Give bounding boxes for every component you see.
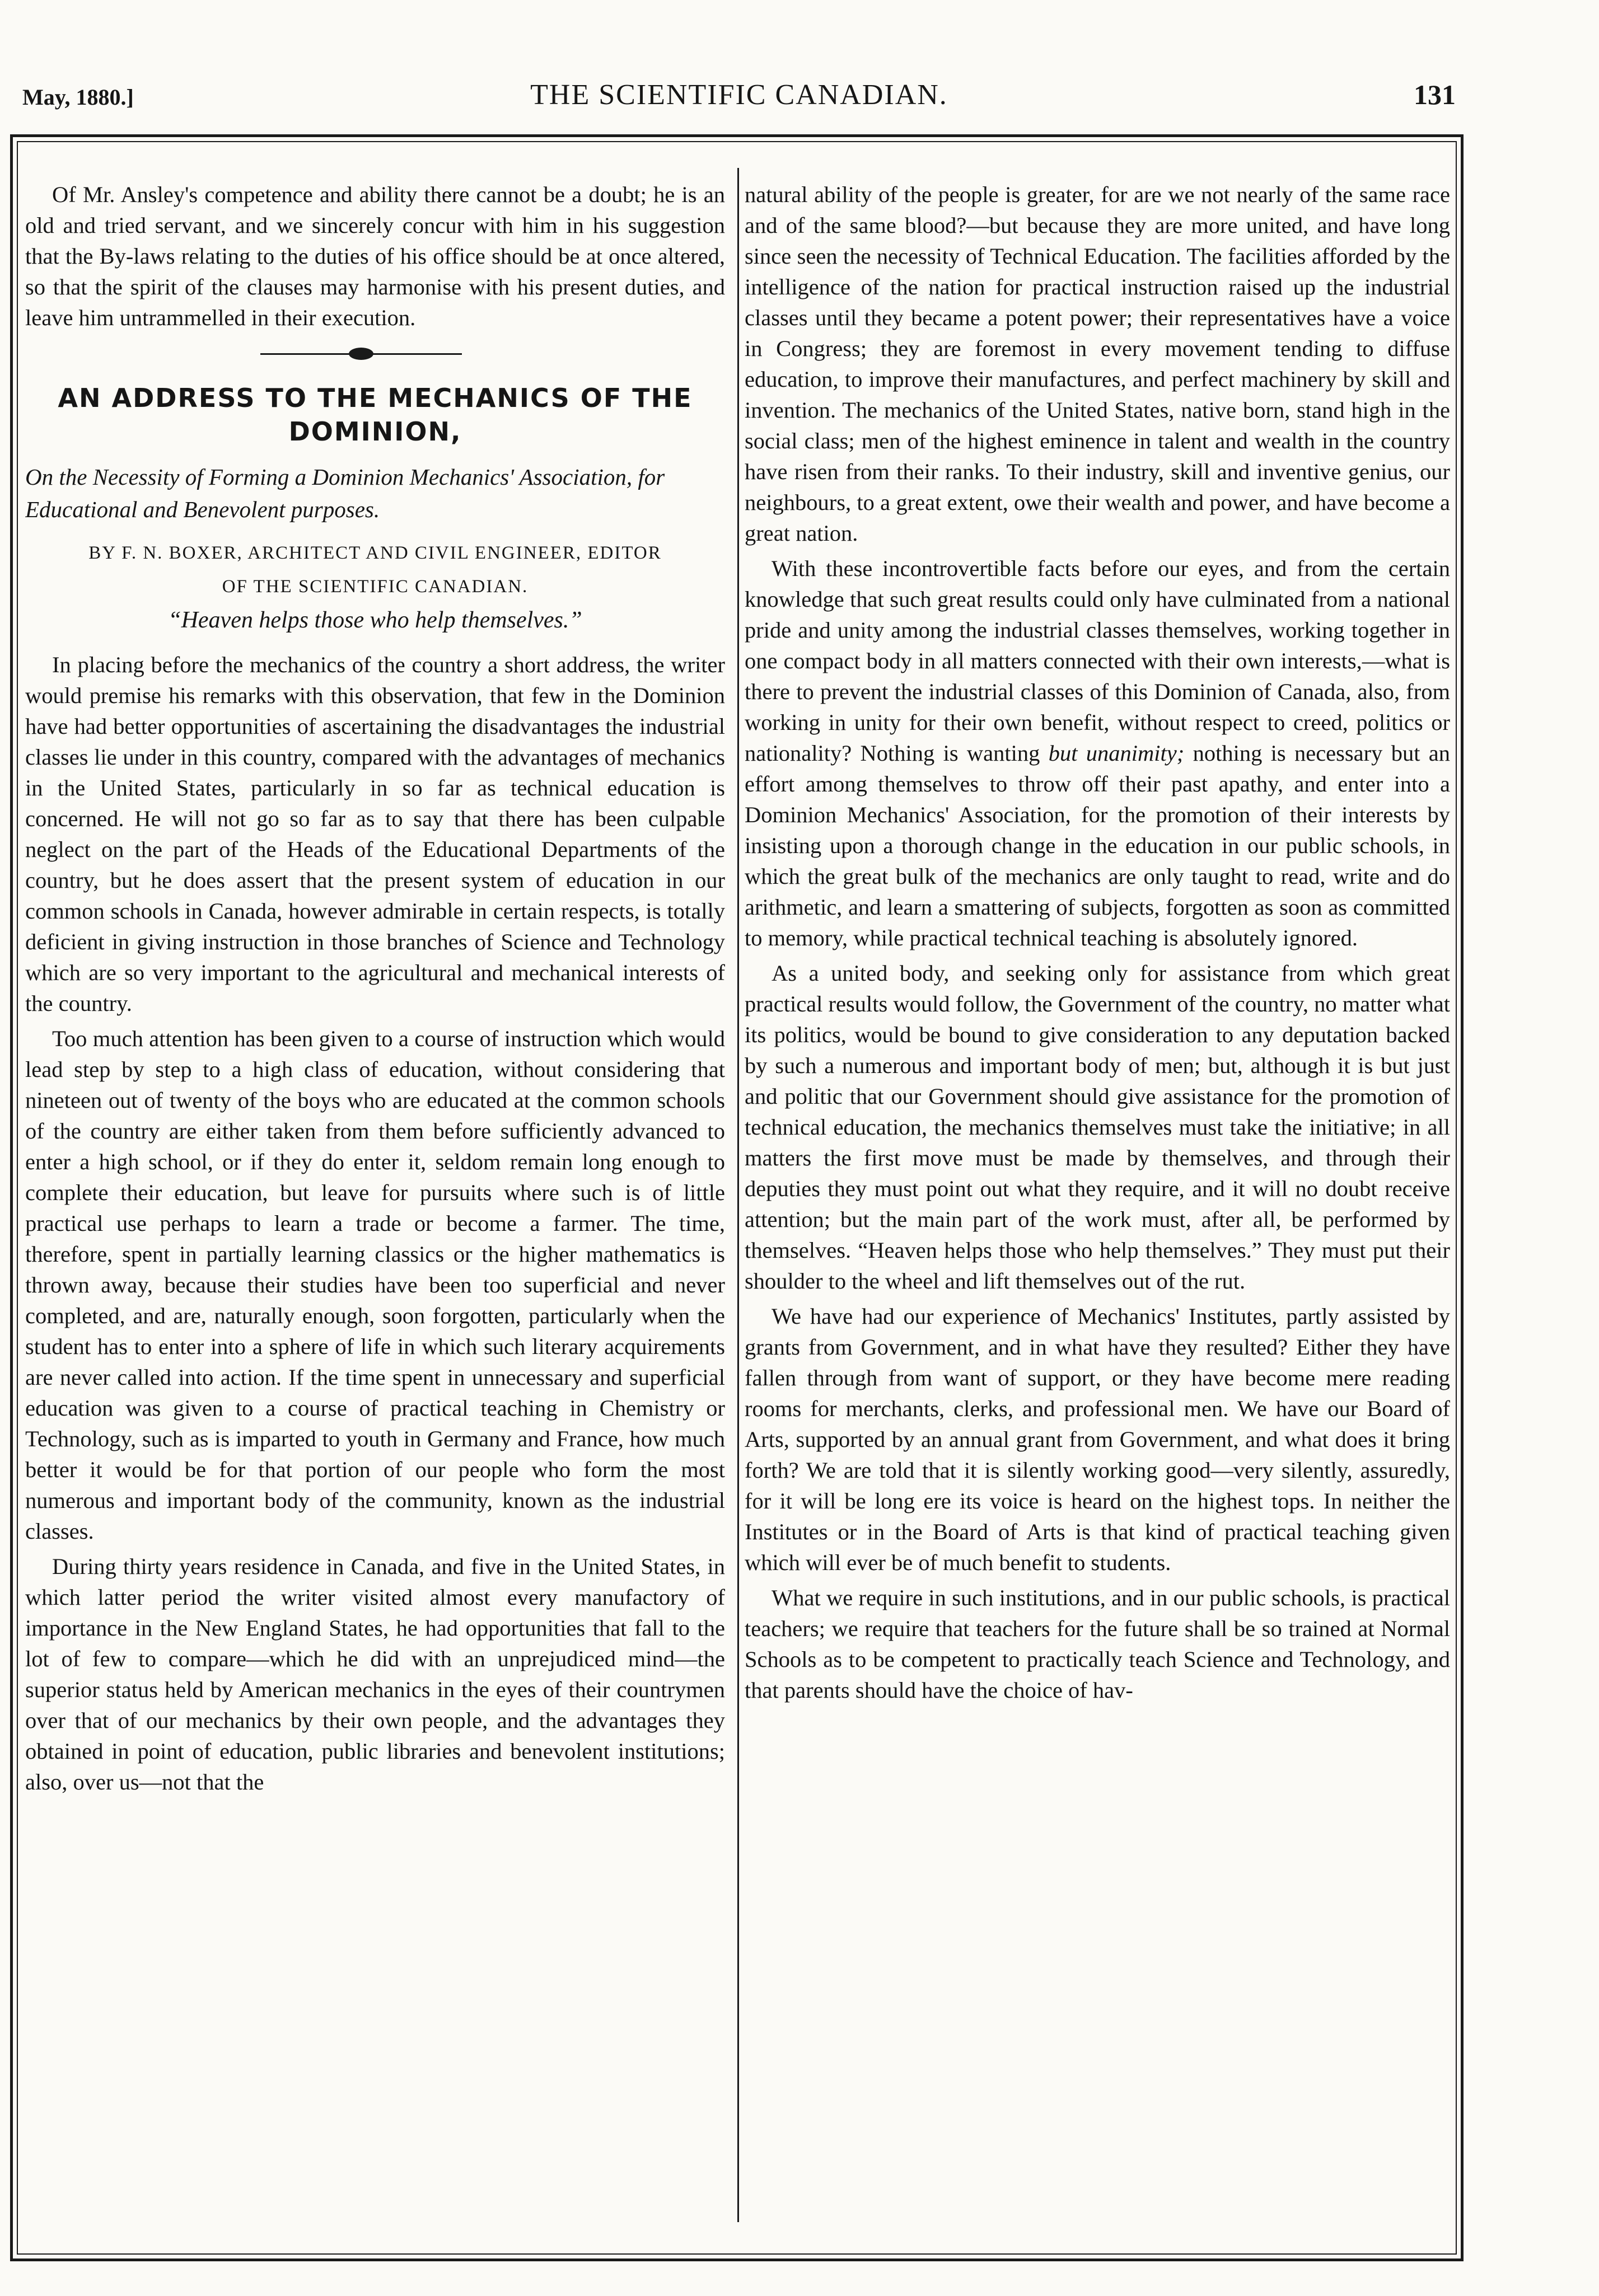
article-paragraph: natural ability of the people is greater, for are we not nearly of the same race and of the same blood?—but because they are more united, and have long since seen the necessity of Technical Education. The facilities afforded by the intelligence of the nation for practical instruction raised up the industrial classes until they became a potent power; their representatives have a voice in Congress; they are foremost in every movement tending to diffuse education, to improve their manufactures, and perfect machinery by skill and invention. The mechanics of the United States, native born, stand high in the social class; men of the highest eminence in talent and wealth in the country have risen from their ranks. To their industry, skill and inventive genius, our neighbours, to a great extent, owe their wealth and power, and have become a great nation. (745, 182, 1450, 546)
issue-date: May, 1880.] (22, 85, 134, 110)
article-paragraph: During thirty years residence in Canada, and five in the United States, in which latter period the writer visited almost every manufactory of importance in the New England States, he had opportunities that fall to the lot of few to compare—which he did with an unprejudiced mind—the superior status held by American mechanics in the eyes of their countrymen over that of our mechanics by their own people, and the advantages they obtained in point of education, public libraries and benevolent institutions; also, over us—not that the (25, 1554, 725, 1794)
article-subtitle: On the Necessity of Forming a Dominion Mechanics' Association, for Educational and Benevolent purposes. (25, 464, 665, 522)
article-paragraph: We have had our experience of Mechanics' Institutes, partly assisted by grants from Government, and in what have they resulted? Either they have fallen through from want of support, or they have become mere reading rooms for merchants, clerks, and professional men. We have our Board of Arts, supported by an annual grant from Government, and what does it bring forth? We are told that it is silently working good—very silently, assuredly, for it will be long ere its voice is heard on the highest tops. In neither the Institutes or in the Board of Arts is that kind of practical teaching given which will ever be of much benefit to students. (745, 1304, 1450, 1575)
article-motto: “Heaven helps those who help themselves.” (168, 607, 582, 633)
emphasis-text: but unanimity; (1048, 741, 1185, 766)
page-number: 131 (1414, 79, 1456, 110)
byline-line-2: OF THE SCIENTIFIC CANADIAN. (222, 577, 529, 597)
column-divider (737, 168, 739, 2222)
article-paragraph (745, 553, 1450, 953)
article-paragraph: In placing before the mechanics of the country a short address, the writer would premise his remarks with this observation, that few in the Dominion have had better opportunities of ascertaining the disadvantages the industrial classes lie under in this country, compared with the advantages of mechanics in the United States, particularly in so far as technical education is concerned. He will not go so far as to say that there has been culpable neglect on the part of the Heads of the Educational Departments of the country, but he does assert that the present system of education in our common schools in Canada, however admirable in certain respects, is totally deficient in giving instruction in those branches of Science and Technology which are so very important to the agricultural and mechanical interests of the country. (25, 652, 725, 1016)
section-ornament (25, 343, 725, 366)
ornament-center (349, 348, 373, 360)
journal-title: THE SCIENTIFIC CANADIAN. (530, 79, 948, 111)
right-column (745, 179, 1450, 2228)
left-column (25, 179, 725, 2228)
byline-line-1: BY F. N. BOXER, ARCHITECT AND CIVIL ENGINEER, EDITOR (88, 543, 662, 563)
article-paragraph: What we require in such institutions, and in our public schools, is practical teachers; we require that teachers for the future shall be so trained at Normal Schools as to be competent to practically teach Science and Technology, and that parents should have the choice of hav- (745, 1585, 1450, 1703)
paragraph-text: nothing is necessary but an effort among themselves to throw off their past apathy, and enter into a Dominion Mechanics' Association, for the promotion of their interests by insisting upon a thorough change in the education in our public schools, in which the great bulk of the mechanics are only taught to read, write and do arithmetic, and learn a smattering of subjects, forgotten as soon as committed to memory, while practical technical teaching is absolutely ignored. (745, 741, 1450, 950)
intro-paragraph: Of Mr. Ansley's competence and ability there cannot be a doubt; he is an old and tried servant, and we sincerely concur with him in his suggestion that the By-laws relating to the duties of his office should be at once altered, so that the spirit of the clauses may harmonise with his present duties, and leave him untrammelled in their execution. (25, 182, 725, 330)
article-title: AN ADDRESS TO THE MECHANICS OF THE DOMINION, (58, 383, 693, 447)
article-paragraph: Too much attention has been given to a course of instruction which would lead step by step to a high class of education, without considering that nineteen out of twenty of the boys who are educated at the common schools of the country are either taken from them before sufficiently advanced to enter a high school, or if they do enter it, seldom remain long enough to complete their education, but leave for pursuits where such is of little practical use perhaps to learn a trade or become a farmer. The time, therefore, spent in partially learning classics or the higher mathematics is thrown away, because their studies have been too superficial and never completed, and are, naturally enough, soon forgotten, particularly when the student has to enter into a sphere of life in which such literary acquirements are never called into action. If the time spent in unnecessary and superficial education was given to a course of practical teaching in Chemistry or Technology, such as is imparted to youth in Germany and France, how much better it would be for that portion of our people who form the most numerous and important body of the community, known as the industrial classes. (25, 1026, 725, 1544)
running-head (22, 78, 1456, 123)
paragraph-text: With these incontrovertible facts before our eyes, and from the certain knowledge that such great results could only have culminated from a national pride and unity among the industrial classes themselves, working together in one compact body in all matters connected with their own interests,—what is there to prevent the industrial classes of this Dominion of Canada, also, from working in unity for their own benefit, without respect to creed, politics or nationality? Nothing is wanting (745, 556, 1450, 766)
article-paragraph: As a united body, and seeking only for assistance from which great practical results would follow, the Government of the country, no matter what its politics, would be bound to give consideration to any deputation backed by such a numerous and important body of men; but, although it is but just and politic that our Government should give assistance for the promotion of technical education, the mechanics themselves must take the initiative; in all matters the first move must be made by themselves, and through their deputies they must point out what they require, and it will no doubt receive attention; but the main part of the work must, after all, be performed by themselves. “Heaven helps those who help themselves.” They must put their shoulder to the wheel and lift themselves out of the rut. (745, 960, 1450, 1294)
